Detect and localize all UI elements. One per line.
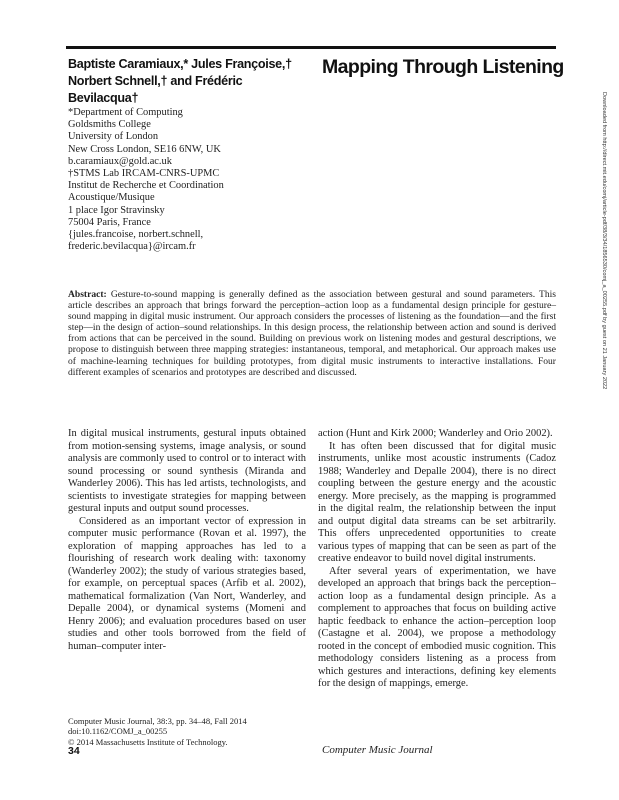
abstract [68,289,556,378]
body-paragraph: Considered as an important vector of expression in computer music performance (Rovan et al. 1997), the exploration of mapping approaches has led to a flourishing of research work dealing with: taxonomy (Wanderley 2002); the study of various strategies based, for example, on perceptual spaces (Arfib et al. 2002), mathematical formalization (Van Nort, Wanderley, and Depalle 2004), or dynamical systems (Momeni and Henry 2006); and evaluation procedures based on user studies and other tools borrowed from the field of human–computer inter- [68,515,306,652]
footnote-line: © 2014 Massachusetts Institute of Technology. [68,736,228,747]
header-rule [66,46,556,49]
affiliation-line: University of London [68,131,159,143]
affiliation-line: Acoustique/Musique [68,192,155,204]
body-paragraph: It has often been discussed that for digital music instruments, unlike most acoustic instruments (Cadoz 1988; Wanderley and Depalle 2004), there is no direct coupling between the gesture energy and the acoustic energy. More precisely, as the mapping is programmed in the digital realm, the relationship between the input and output digital data streams can be set arbitrarily. This offers unprecedented opportunities to create various types of mapping that can be seen as part of the creative endeavor to build novel digital instruments. [318,440,556,564]
body-column-left [68,428,306,653]
body-paragraph: After several years of experimentation, we have developed an approach that brings back the perception–action loop as a fundamental design principle. As a complement to approaches that focus on building active haptic feedback to enhance the action–perception loop (Castagne et al. 2004), we propose a methodology rooted in the concept of embodied music cognition. This methodology considers listening as a process from which gestures and interactions, defining key elements for the design of mappings, emerge. [318,565,556,689]
download-side-note [598,92,608,432]
affiliation-email[interactable]: b.caramiaux@gold.ac.uk [68,155,172,167]
body-column-right [318,428,556,691]
abstract-text: Gesture-to-sound mapping is generally defined as the association between gestural and sound parameters. This article describes an approach that brings forward the perception–action loop as a fundamental design principle for gesture–sound mapping in digital music instrument. Our approach considers the processes of listening as the foundation—and the first step—in the design of action–sound relationships. In this design process, the relationship between action and sound is derived from actions that can be perceived in the sound. Building on previous work on listening modes and gestural descriptions, we propose to distinguish between three mapping strategies: instantaneous, temporal, and metaphorical. Our approach makes use of machine-learning techniques for building prototypes, from digital music instruments to interactive installations. Four different examples of scenarios and prototypes are described and discussed. [68,289,557,378]
footnote-line: Computer Music Journal, 38:3, pp. 34–48, Fall 2014 [68,716,247,726]
abstract-label: Abstract: [68,289,107,300]
affiliation-line: †STMS Lab IRCAM-CNRS-UPMC [68,168,220,180]
author-list [68,56,308,107]
journal-name: Computer Music Journal [322,744,433,756]
author-line-2: Norbert Schnell,† and Frédéric [68,74,243,88]
affiliation-line: Goldsmiths College [68,119,151,131]
affiliation-line: New Cross London, SE16 6NW, UK [68,143,221,155]
download-note-text[interactable]: Downloaded from http://direct.mit.edu/comj/article-pdf/38/3/34/1856530/comj_a_00255.pdf by guest on 21 January 2022 [601,92,607,390]
author-line-1: Baptiste Caramiaux,* Jules Françoise,† [68,57,292,71]
affiliation-line: Institut de Recherche et Coordination [68,180,224,192]
body-paragraph: action (Hunt and Kirk 2000; Wanderley and Orio 2002). [318,428,553,439]
page-number: 34 [68,745,80,757]
affiliation-email[interactable]: frederic.bevilacqua}@ircam.fr [68,241,196,253]
body-paragraph: In digital musical instruments, gestural inputs obtained from motion-sensing systems, image analysis, or sound analysis are commonly used to control or to interact with sound processing or sound synthesis (Miranda and Wanderley 2006). This has led artists, technologists, and scientists to investigate strategies for mapping between gestural inputs and output sound processes. [68,428,306,514]
affiliations [68,107,318,253]
author-line-3: Bevilacqua† [68,91,139,105]
affiliation-email[interactable]: {jules.francoise, norbert.schnell, [68,229,204,241]
doi-link[interactable]: doi:10.1162/COMJ_a_00255 [68,726,168,737]
citation-footnote [68,716,306,747]
affiliation-line: 1 place Igor Stravinsky [68,204,165,216]
article-title: Mapping Through Listening [322,56,564,78]
affiliation-line: 75004 Paris, France [68,216,151,228]
affiliation-line: *Department of Computing [68,107,183,118]
